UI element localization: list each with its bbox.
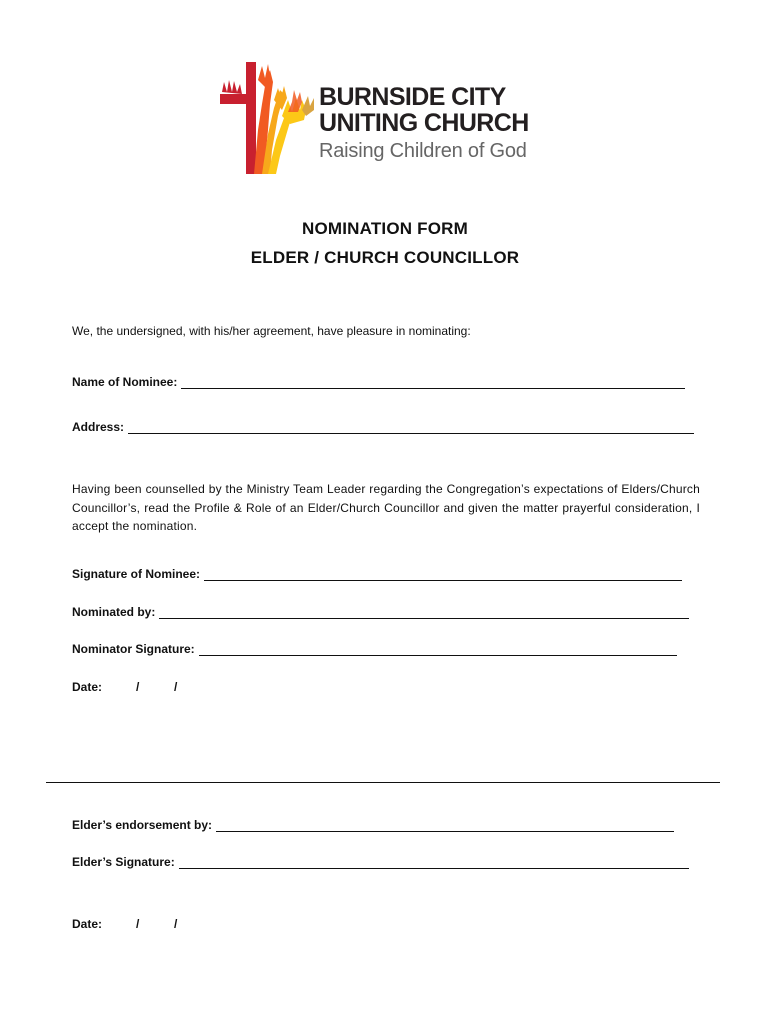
logo-line1: BURNSIDE CITY: [319, 83, 506, 111]
nominated-by-label: Nominated by:: [72, 605, 156, 619]
endorsement-date-separator-2: /: [174, 917, 178, 931]
elder-endorsement-field[interactable]: [72, 818, 674, 832]
elder-endorsement-label: Elder’s endorsement by:: [72, 818, 213, 832]
nominator-signature-field[interactable]: [72, 642, 677, 656]
nominated-by-line[interactable]: [159, 606, 689, 619]
signature-of-nominee-field[interactable]: [72, 567, 682, 581]
logo-tagline: Raising Children of God: [319, 140, 527, 162]
intro-text: We, the undersigned, with his/her agreement, have pleasure in nominating:: [72, 324, 471, 338]
church-logo: [218, 60, 558, 176]
nominator-signature-label: Nominator Signature:: [72, 642, 195, 656]
nomination-date-separator-1: /: [136, 680, 140, 694]
name-of-nominee-label: Name of Nominee:: [72, 375, 178, 389]
name-of-nominee-line[interactable]: [181, 376, 685, 389]
address-field[interactable]: [72, 420, 694, 434]
nominated-by-field[interactable]: [72, 605, 689, 619]
elder-signature-label: Elder’s Signature:: [72, 855, 175, 869]
signature-of-nominee-line[interactable]: [204, 568, 682, 581]
nomination-date-separator-2: /: [174, 680, 178, 694]
form-subtitle: ELDER / CHURCH COUNCILLOR: [250, 248, 520, 267]
signature-of-nominee-label: Signature of Nominee:: [72, 567, 201, 581]
address-line[interactable]: [128, 421, 694, 434]
address-label: Address:: [72, 420, 125, 434]
nominator-signature-line[interactable]: [199, 643, 677, 656]
form-title: NOMINATION FORM: [301, 219, 469, 238]
section-divider: [46, 782, 720, 783]
elder-signature-line[interactable]: [179, 856, 689, 869]
cross-hands-logo-icon: [218, 60, 318, 176]
logo-line2: UNITING CHURCH: [319, 109, 529, 137]
name-of-nominee-field[interactable]: [72, 375, 685, 389]
nomination-date-label: Date:: [72, 680, 103, 694]
endorsement-date-label: Date:: [72, 917, 103, 931]
endorsement-date-separator-1: /: [136, 917, 140, 931]
elder-endorsement-line[interactable]: [216, 819, 674, 832]
elder-signature-field[interactable]: [72, 855, 689, 869]
declaration-text: Having been counselled by the Ministry Team Leader regarding the Congregation’s expectations of Elders/Church Councillor’s, read the Profile & Role of an Elder/Church Councillor and given the matter prayerful consideration, I accept the nomination.: [72, 482, 700, 533]
